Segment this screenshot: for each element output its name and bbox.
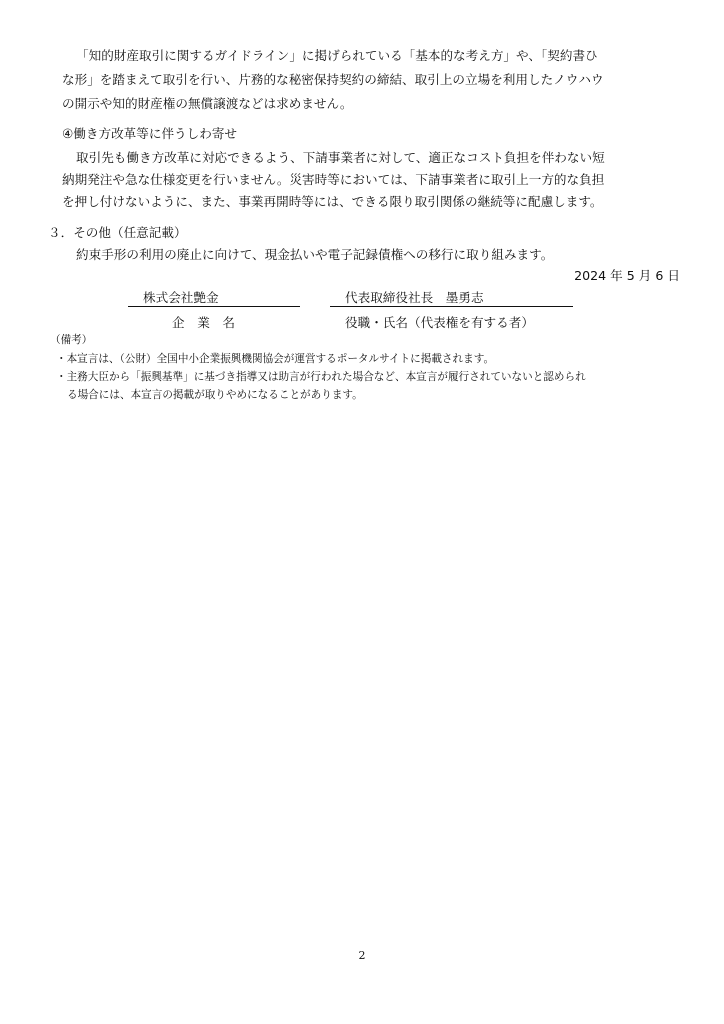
section3-line-1: 約束手形の利用の廃止に向けて、現金払いや電子記録債権への移行に取り組みます。 bbox=[76, 247, 554, 262]
representative-name: 代表取締役社長 墨勇志 bbox=[345, 290, 484, 305]
declaration-date: 2024 年 5 月 6 日 bbox=[574, 268, 680, 283]
notes-heading: （備考） bbox=[50, 334, 93, 346]
section4-line-1: 取引先も働き方改革に対応できるよう、下請事業者に対して、適正なコスト負担を伴わない短 bbox=[76, 150, 605, 165]
section4-line-3: を押し付けないように、また、事業再開時等には、できる限り取引関係の継続等に配慮します。 bbox=[62, 194, 603, 209]
section4-line-2: 納期発注や急な仕様変更を行いません。災害時等においては、下請事業者に取引上一方的な負担 bbox=[62, 172, 605, 187]
notes-item-1: ・本宣言は、（公財）全国中小企業振興機関協会が運営するポータルサイトに掲載されます。 bbox=[56, 353, 495, 365]
company-caption: 企 業 名 bbox=[172, 315, 235, 330]
representative-caption: 役職・氏名（代表権を有する者） bbox=[345, 315, 534, 330]
page-number: 2 bbox=[358, 949, 366, 962]
company-name-underline bbox=[128, 306, 300, 307]
guideline-paragraph-line-3: の開示や知的財産権の無償譲渡などは求めません。 bbox=[62, 96, 353, 111]
company-name: 株式会社艶金 bbox=[143, 290, 219, 305]
representative-underline bbox=[330, 306, 573, 307]
section3-heading: ３．その他（任意記載） bbox=[48, 225, 187, 240]
guideline-paragraph-line-1: 「知的財産取引に関するガイドライン」に掲げられている「基本的な考え方」や、「契約書ひ bbox=[76, 48, 598, 63]
guideline-paragraph-line-2: な形」を踏まえて取引を行い、片務的な秘密保持契約の締結、取引上の立場を利用したノウハウ bbox=[62, 72, 604, 87]
notes-item-2-line-1: ・主務大臣から「振興基準」に基づき指導又は助言が行われた場合など、本宣言が履行されていないと認められ bbox=[56, 371, 586, 383]
section4-heading: ④働き方改革等に伴うしわ寄せ bbox=[62, 126, 238, 141]
notes-item-2-line-2: る場合には、本宣言の掲載が取りやめになることがあります。 bbox=[67, 389, 363, 401]
